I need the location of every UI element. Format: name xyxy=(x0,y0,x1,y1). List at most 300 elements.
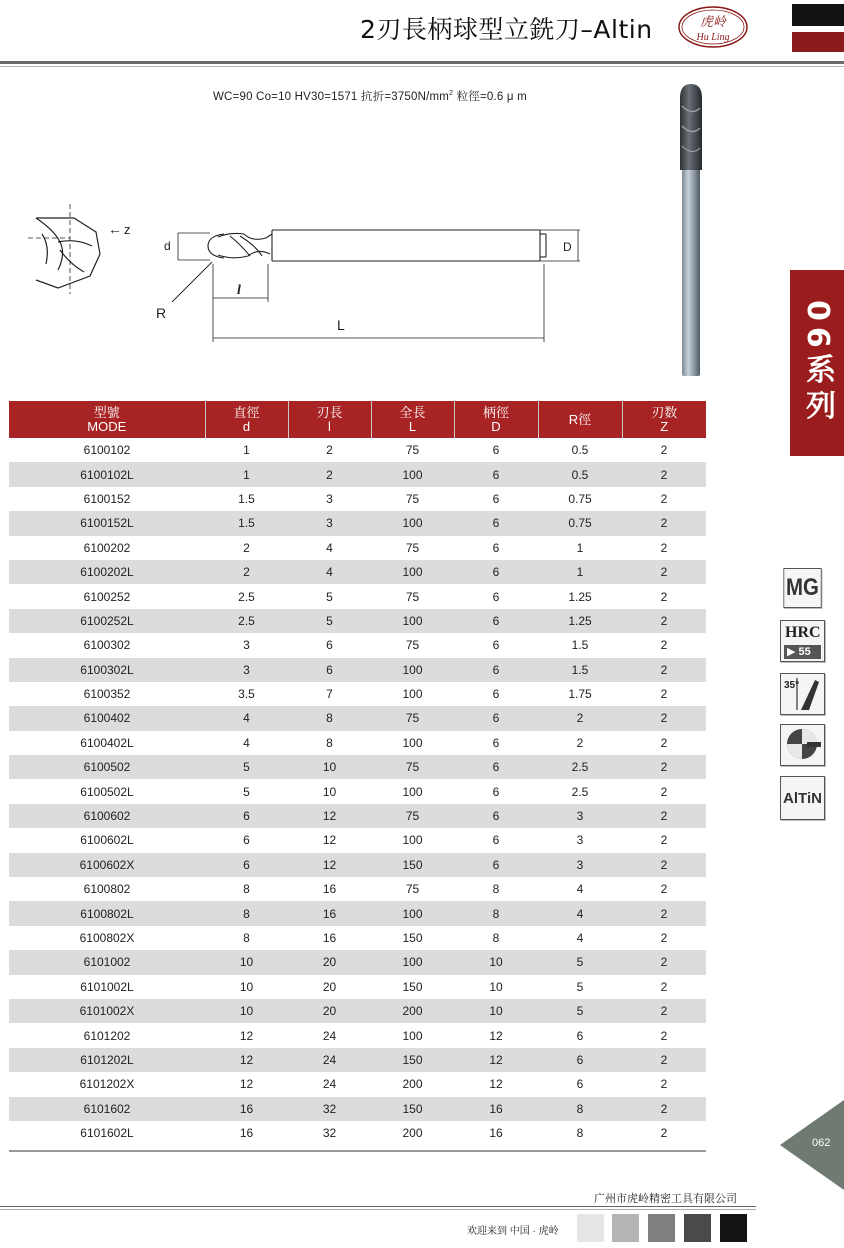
table-cell: 2.5 xyxy=(538,755,622,779)
table-cell: 24 xyxy=(288,1072,371,1096)
hrc-value: ▶ 55 xyxy=(784,645,821,659)
table-cell: 150 xyxy=(371,926,454,950)
table-cell: 6100502L xyxy=(9,779,205,803)
table-cell: 100 xyxy=(371,1023,454,1047)
table-cell: 6 xyxy=(454,511,538,535)
table-cell: 6 xyxy=(454,536,538,560)
table-cell: 10 xyxy=(454,999,538,1023)
table-cell: 5 xyxy=(288,584,371,608)
table-cell: 2 xyxy=(622,462,706,486)
shank-D-label: D xyxy=(563,240,572,254)
table-cell: 3.5 xyxy=(205,682,288,706)
table-header-cell xyxy=(371,401,454,438)
table-cell: 100 xyxy=(371,779,454,803)
table-header-cell xyxy=(622,401,706,438)
material-spec xyxy=(213,88,527,104)
table-cell: 6 xyxy=(454,584,538,608)
table-cell: 75 xyxy=(371,755,454,779)
flute-length-dimension xyxy=(213,264,544,342)
table-cell: 6101202L xyxy=(9,1048,205,1072)
footer-rule xyxy=(0,1206,756,1207)
table-cell: 6 xyxy=(454,853,538,877)
table-cell: 5 xyxy=(288,609,371,633)
table-cell: 6 xyxy=(454,633,538,657)
table-cell: 1.5 xyxy=(538,658,622,682)
table-cell: 2.5 xyxy=(205,609,288,633)
color-swatch xyxy=(577,1214,604,1242)
table-cell: 150 xyxy=(371,853,454,877)
table-cell: 5 xyxy=(205,755,288,779)
table-header-cell xyxy=(9,401,205,438)
table-cell: 6101002X xyxy=(9,999,205,1023)
table-cell: 2 xyxy=(622,706,706,730)
table-row xyxy=(9,682,706,706)
table-cell: 6100802L xyxy=(9,901,205,925)
table-cell: 6100252L xyxy=(9,609,205,633)
table-cell: 2 xyxy=(622,804,706,828)
table-cell: 6 xyxy=(205,804,288,828)
table-cell: 10 xyxy=(288,779,371,803)
table-cell: 6100502 xyxy=(9,755,205,779)
table-cell: 16 xyxy=(205,1121,288,1145)
table-cell: 2 xyxy=(622,731,706,755)
table-cell: 2 xyxy=(622,1072,706,1096)
table-cell: 2 xyxy=(205,536,288,560)
table-cell: 6101202X xyxy=(9,1072,205,1096)
z-label: z xyxy=(124,222,131,237)
table-header-row xyxy=(9,401,706,438)
table-cell: 16 xyxy=(454,1097,538,1121)
table-cell: 2 xyxy=(622,926,706,950)
table-cell: 6101602L xyxy=(9,1121,205,1145)
table-cell: 6100102L xyxy=(9,462,205,486)
table-cell: 150 xyxy=(371,1097,454,1121)
table-row xyxy=(9,487,706,511)
table-cell: 6 xyxy=(454,706,538,730)
table-row xyxy=(9,560,706,584)
table-cell: 6 xyxy=(288,658,371,682)
table-cell: 150 xyxy=(371,1048,454,1072)
table-cell: 6 xyxy=(454,828,538,852)
table-cell: 20 xyxy=(288,950,371,974)
tool-side-view xyxy=(178,230,580,261)
table-cell: 75 xyxy=(371,877,454,901)
table-cell: 100 xyxy=(371,511,454,535)
table-cell: 4 xyxy=(288,536,371,560)
table-row xyxy=(9,584,706,608)
table-header-cell xyxy=(454,401,538,438)
table-cell: 10 xyxy=(205,950,288,974)
table-cell: 6100802X xyxy=(9,926,205,950)
header-rule-thin xyxy=(0,66,844,67)
table-cell: 6 xyxy=(454,462,538,486)
table-cell: 6100402L xyxy=(9,731,205,755)
spec-tail: 粒徑=0.6 μ m xyxy=(453,91,527,103)
table-cell: 5 xyxy=(538,999,622,1023)
table-cell: 12 xyxy=(288,853,371,877)
table-row xyxy=(9,1097,706,1121)
table-cell: 200 xyxy=(371,999,454,1023)
table-cell: 8 xyxy=(538,1097,622,1121)
hrc-hardness-icon xyxy=(780,620,825,662)
table-cell: 6 xyxy=(454,609,538,633)
table-cell: 100 xyxy=(371,560,454,584)
table-cell: 6 xyxy=(538,1072,622,1096)
table-cell: 16 xyxy=(454,1121,538,1145)
table-cell: 2 xyxy=(622,633,706,657)
table-cell: 6100152L xyxy=(9,511,205,535)
table-row xyxy=(9,1121,706,1145)
table-cell: 3 xyxy=(538,804,622,828)
table-cell: 6 xyxy=(454,438,538,462)
table-cell: 2 xyxy=(622,511,706,535)
table-cell: 2 xyxy=(622,1121,706,1145)
end-view-icon xyxy=(28,204,100,294)
table-cell: 3 xyxy=(205,633,288,657)
table-cell: 4 xyxy=(205,731,288,755)
table-cell: 12 xyxy=(454,1072,538,1096)
helix-angle-text: 35° xyxy=(784,680,800,691)
spec-sup: 2 xyxy=(449,90,454,97)
color-swatch xyxy=(720,1214,747,1242)
table-cell: 4 xyxy=(538,877,622,901)
table-row xyxy=(9,706,706,730)
table-cell: 100 xyxy=(371,731,454,755)
table-cell: 2 xyxy=(622,609,706,633)
table-cell: 10 xyxy=(288,755,371,779)
table-cell: 75 xyxy=(371,584,454,608)
table-row xyxy=(9,633,706,657)
table-cell: 6 xyxy=(454,755,538,779)
table-cell: 2 xyxy=(622,1097,706,1121)
table-cell: 2 xyxy=(622,536,706,560)
table-cell: 2 xyxy=(622,1023,706,1047)
table-cell: 2 xyxy=(538,706,622,730)
header-label: 直徑 xyxy=(233,404,260,420)
table-row xyxy=(9,462,706,486)
table-cell: 6 xyxy=(538,1023,622,1047)
table-cell: 3 xyxy=(288,487,371,511)
overall-length-L-label: L xyxy=(337,317,345,333)
table-cell: 6 xyxy=(205,828,288,852)
diameter-d-label: d xyxy=(164,239,171,253)
table-cell: 2 xyxy=(622,877,706,901)
footer-rule-thin xyxy=(0,1209,756,1210)
table-cell: 16 xyxy=(288,877,371,901)
table-cell: 3 xyxy=(538,828,622,852)
table-cell: 2.5 xyxy=(205,584,288,608)
table-cell: 6 xyxy=(454,658,538,682)
table-cell: 32 xyxy=(288,1121,371,1145)
table-cell: 5 xyxy=(205,779,288,803)
table-cell: 2 xyxy=(622,682,706,706)
header-symbol: D xyxy=(491,418,501,434)
huling-logo xyxy=(677,4,749,50)
table-cell: 75 xyxy=(371,487,454,511)
series-tab xyxy=(790,270,844,456)
table-cell: 6 xyxy=(454,487,538,511)
header-label: 刃長 xyxy=(316,404,343,420)
brand-bar-red xyxy=(792,32,844,52)
table-cell: 12 xyxy=(288,804,371,828)
table-cell: 6 xyxy=(454,560,538,584)
table-cell: 1.25 xyxy=(538,584,622,608)
logo-latin-text: Hu Ling xyxy=(696,32,730,43)
table-cell: 6100602 xyxy=(9,804,205,828)
table-cell: 2 xyxy=(622,438,706,462)
table-cell: 7 xyxy=(288,682,371,706)
table-row xyxy=(9,438,706,462)
table-cell: 100 xyxy=(371,658,454,682)
table-cell: 2.5 xyxy=(538,779,622,803)
spec-table xyxy=(9,401,706,1145)
table-row xyxy=(9,901,706,925)
table-cell: 6 xyxy=(205,853,288,877)
radius-leader xyxy=(172,262,212,302)
altin-coating-icon: AlTiN xyxy=(780,776,825,820)
spec-main: WC=90 Co=10 HV30=1571 抗折=3750N/mm xyxy=(213,91,450,103)
table-cell: 12 xyxy=(205,1023,288,1047)
header-label: 型號 xyxy=(93,404,120,420)
table-cell: 100 xyxy=(371,901,454,925)
table-cell: 1.5 xyxy=(538,633,622,657)
brand-bar-black xyxy=(792,4,844,26)
table-cell: 3 xyxy=(205,658,288,682)
table-cell: 2 xyxy=(622,560,706,584)
table-cell: 32 xyxy=(288,1097,371,1121)
table-row xyxy=(9,779,706,803)
table-cell: 16 xyxy=(288,901,371,925)
table-cell: 6101602 xyxy=(9,1097,205,1121)
table-cell: 100 xyxy=(371,609,454,633)
table-cell: 100 xyxy=(371,462,454,486)
table-cell: 6100802 xyxy=(9,877,205,901)
two-flute-icon xyxy=(780,724,825,766)
tool-drawing xyxy=(0,190,600,360)
table-cell: 6101002 xyxy=(9,950,205,974)
table-cell: 16 xyxy=(205,1097,288,1121)
table-cell: 6100302 xyxy=(9,633,205,657)
table-cell: 6100402 xyxy=(9,706,205,730)
table-cell: 5 xyxy=(538,975,622,999)
table-cell: 2 xyxy=(288,462,371,486)
table-cell: 2 xyxy=(622,1048,706,1072)
table-header-cell xyxy=(205,401,288,438)
table-cell: 75 xyxy=(371,633,454,657)
table-cell: 4 xyxy=(288,560,371,584)
table-cell: 20 xyxy=(288,999,371,1023)
helix-angle-icon xyxy=(780,673,825,715)
flute-length-l-label: l xyxy=(237,283,241,298)
table-cell: 6100302L xyxy=(9,658,205,682)
table-cell: 6 xyxy=(288,633,371,657)
table-header-cell xyxy=(288,401,371,438)
table-cell: 3 xyxy=(288,511,371,535)
mg-grade-icon: MG xyxy=(783,568,821,608)
table-cell: 6101202 xyxy=(9,1023,205,1047)
table-row xyxy=(9,1048,706,1072)
table-cell: 8 xyxy=(454,877,538,901)
table-cell: 12 xyxy=(205,1072,288,1096)
table-cell: 4 xyxy=(538,901,622,925)
table-row xyxy=(9,536,706,560)
table-cell: 2 xyxy=(622,901,706,925)
table-cell: 4 xyxy=(538,926,622,950)
table-cell: 10 xyxy=(205,975,288,999)
table-cell: 6 xyxy=(454,731,538,755)
table-header-cell xyxy=(538,401,622,438)
table-cell: 1 xyxy=(538,560,622,584)
table-cell: 2 xyxy=(622,853,706,877)
table-cell: 24 xyxy=(288,1023,371,1047)
table-cell: 75 xyxy=(371,804,454,828)
tool-photo xyxy=(670,78,710,380)
table-cell: 2 xyxy=(622,755,706,779)
table-cell: 75 xyxy=(371,536,454,560)
table-cell: 6 xyxy=(454,682,538,706)
color-swatch xyxy=(684,1214,711,1242)
table-row xyxy=(9,1072,706,1096)
welcome-text: 欢迎来到 中国 · 虎岭 xyxy=(467,1226,559,1237)
table-cell: 2 xyxy=(622,487,706,511)
header-rule xyxy=(0,61,844,64)
page-number: 062 xyxy=(812,1137,831,1149)
table-row xyxy=(9,877,706,901)
table-cell: 8 xyxy=(205,901,288,925)
table-cell: 1 xyxy=(205,438,288,462)
table-bottom-rule xyxy=(9,1150,706,1152)
page-title: 2刃長柄球型立銑刀–Altin xyxy=(360,15,653,44)
table-cell: 6100602L xyxy=(9,828,205,852)
table-cell: 200 xyxy=(371,1072,454,1096)
table-cell: 8 xyxy=(205,926,288,950)
logo-chinese-text: 虎岭 xyxy=(699,15,727,30)
table-cell: 1 xyxy=(538,536,622,560)
table-cell: 0.5 xyxy=(538,438,622,462)
series-label: 06系列 xyxy=(800,300,835,426)
table-row xyxy=(9,755,706,779)
table-cell: 5 xyxy=(538,950,622,974)
table-cell: 0.75 xyxy=(538,487,622,511)
table-row xyxy=(9,975,706,999)
z-axis-arrow: ← xyxy=(108,221,122,237)
table-cell: 100 xyxy=(371,950,454,974)
company-name: 广州市虎岭精密工具有限公司 xyxy=(594,1193,737,1205)
table-row xyxy=(9,658,706,682)
header-label: 刃数 xyxy=(651,404,678,420)
table-cell: 10 xyxy=(205,999,288,1023)
table-cell: 8 xyxy=(205,877,288,901)
table-cell: 10 xyxy=(454,950,538,974)
table-cell: 0.5 xyxy=(538,462,622,486)
table-cell: 2 xyxy=(622,975,706,999)
table-cell: 8 xyxy=(454,901,538,925)
table-cell: 8 xyxy=(288,731,371,755)
table-cell: 6100152 xyxy=(9,487,205,511)
table-cell: 6100102 xyxy=(9,438,205,462)
table-cell: 150 xyxy=(371,975,454,999)
table-cell: 2 xyxy=(622,950,706,974)
header-symbol: MODE xyxy=(87,418,127,434)
table-cell: 1.25 xyxy=(538,609,622,633)
color-swatch xyxy=(648,1214,675,1242)
table-cell: 1.75 xyxy=(538,682,622,706)
table-cell: 12 xyxy=(454,1048,538,1072)
table-cell: 75 xyxy=(371,706,454,730)
table-cell: 6100202 xyxy=(9,536,205,560)
table-row xyxy=(9,731,706,755)
table-cell: 6 xyxy=(454,804,538,828)
table-cell: 12 xyxy=(454,1023,538,1047)
table-cell: 6100252 xyxy=(9,584,205,608)
table-cell: 6100602X xyxy=(9,853,205,877)
table-row xyxy=(9,1023,706,1047)
table-cell: 2 xyxy=(622,779,706,803)
header-label: 全長 xyxy=(399,404,426,420)
table-cell: 6100202L xyxy=(9,560,205,584)
header-symbol: d xyxy=(242,418,251,434)
table-row xyxy=(9,999,706,1023)
radius-R-label: R xyxy=(156,305,167,321)
table-cell: 6101002L xyxy=(9,975,205,999)
table-cell: 8 xyxy=(454,926,538,950)
table-cell: 12 xyxy=(205,1048,288,1072)
table-cell: 8 xyxy=(538,1121,622,1145)
table-cell: 6 xyxy=(538,1048,622,1072)
hrc-label: HRC xyxy=(785,624,821,641)
table-cell: 2 xyxy=(205,560,288,584)
header-label: R徑 xyxy=(568,411,592,427)
table-row xyxy=(9,828,706,852)
table-cell: 1.5 xyxy=(205,511,288,535)
table-cell: 6100352 xyxy=(9,682,205,706)
table-cell: 2 xyxy=(622,584,706,608)
table-cell: 100 xyxy=(371,828,454,852)
table-body xyxy=(9,438,706,1145)
table-cell: 12 xyxy=(288,828,371,852)
table-cell: 100 xyxy=(371,682,454,706)
table-cell: 3 xyxy=(538,853,622,877)
table-cell: 1.5 xyxy=(205,487,288,511)
color-swatch xyxy=(612,1214,639,1242)
table-cell: 20 xyxy=(288,975,371,999)
table-row xyxy=(9,853,706,877)
table-row xyxy=(9,804,706,828)
table-cell: 2 xyxy=(288,438,371,462)
table-row xyxy=(9,511,706,535)
table-cell: 2 xyxy=(622,658,706,682)
table-cell: 16 xyxy=(288,926,371,950)
table-cell: 0.75 xyxy=(538,511,622,535)
table-cell: 24 xyxy=(288,1048,371,1072)
table-cell: 1 xyxy=(205,462,288,486)
header-symbol: Z xyxy=(660,418,669,434)
table-cell: 10 xyxy=(454,975,538,999)
table-cell: 200 xyxy=(371,1121,454,1145)
header-symbol: L xyxy=(408,418,417,434)
table-cell: 2 xyxy=(622,828,706,852)
table-row xyxy=(9,609,706,633)
table-cell: 2 xyxy=(538,731,622,755)
table-cell: 2 xyxy=(622,999,706,1023)
table-cell: 75 xyxy=(371,438,454,462)
table-row xyxy=(9,926,706,950)
table-row xyxy=(9,950,706,974)
table-cell: 8 xyxy=(288,706,371,730)
header-label: 柄徑 xyxy=(482,404,509,420)
table-cell: 4 xyxy=(205,706,288,730)
header-symbol: l xyxy=(328,418,331,434)
